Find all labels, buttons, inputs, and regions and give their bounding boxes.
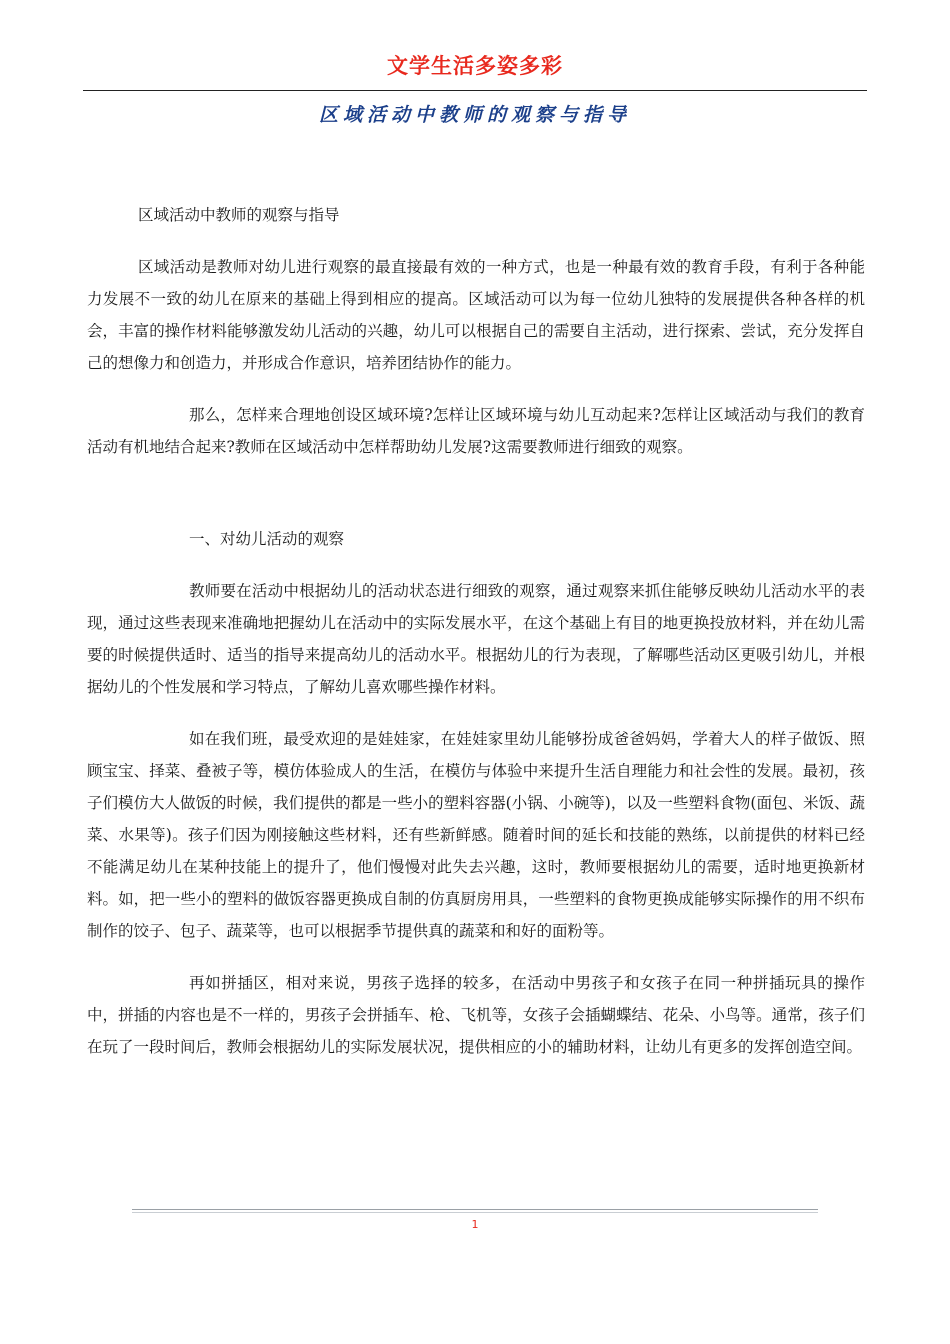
paragraph-building-area: 再如拼插区，相对来说，男孩子选择的较多，在活动中男孩子和女孩子在同一种拼插玩具的操作中，拼插的内容也是不一样的，男孩子会拼插车、枪、飞机等，女孩子会插蝴蝶结、花朵、小鸟等。通常，孩子们在玩了一段时间后，教师会根据幼儿的实际发展状况，提供相应的小的辅助材料，让幼儿有更多的发挥创造空间。 <box>87 974 865 1056</box>
body-subtitle: 区域活动中教师的观察与指导 <box>138 206 340 224</box>
document-body <box>87 199 865 1063</box>
paragraph-questions: 那么，怎样来合理地创设区域环境?怎样让区域环境与幼儿互动起来?怎样让区域活动与我们的教育活动有机地结合起来?教师在区域活动中怎样帮助幼儿发展?这需要教师进行细致的观察。 <box>87 406 865 456</box>
section-heading-1: 一、对幼儿活动的观察 <box>189 530 345 548</box>
paragraph-doll-house: 如在我们班，最受欢迎的是娃娃家，在娃娃家里幼儿能够扮成爸爸妈妈，学着大人的样子做饭、照顾宝宝、择菜、叠被子等，模仿体验成人的生活，在模仿与体验中来提升生活自理能力和社会性的发展。最初，孩子们模仿大人做饭的时候，我们提供的都是一些小的塑料容器(小锅、小碗等)，以及一些塑料食物(面包、米饭、蔬菜、水果等)。孩子们因为刚接触这些材料，还有些新鲜感。随着时间的延长和技能的熟练，以前提供的材料已经不能满足幼儿在某种技能上的提升了，他们慢慢对此失去兴趣，这时，教师要根据幼儿的需要，适时地更换新材料。如，把一些小的塑料的做饭容器更换成自制的仿真厨房用具，一些塑料的食物更换成能够实际操作的用不织布制作的饺子、包子、蔬菜等，也可以根据季节提供真的蔬菜和和好的面粉等。 <box>87 730 865 940</box>
site-title: 文学生活多姿多彩 <box>387 54 563 78</box>
paragraph-intro: 区域活动是教师对幼儿进行观察的最直接最有效的一种方式，也是一种最有效的教育手段，有利于各种能力发展不一致的幼儿在原来的基础上得到相应的提高。区域活动可以为每一位幼儿独特的发展提供各种各样的机会，丰富的操作材料能够激发幼儿活动的兴趣，幼儿可以根据自己的需要自主活动，进行探索、尝试，充分发挥自己的想像力和创造力，并形成合作意识，培养团结协作的能力。 <box>87 258 865 372</box>
footer-divider-secondary <box>132 1212 818 1213</box>
page-number: 1 <box>471 1218 479 1231</box>
document-title: 区域活动中教师的观察与指导 <box>318 104 631 126</box>
paragraph-observation: 教师要在活动中根据幼儿的活动状态进行细致的观察，通过观察来抓住能够反映幼儿活动水平的表现，通过这些表现来准确地把握幼儿在活动中的实际发展水平，在这个基础上有目的地更换投放材料，并在幼儿需要的时候提供适时、适当的指导来提高幼儿的活动水平。根据幼儿的行为表现，了解哪些活动区更吸引幼儿，并根据幼儿的个性发展和学习特点，了解幼儿喜欢哪些操作材料。 <box>87 582 865 696</box>
footer-divider <box>132 1209 818 1210</box>
header-divider <box>83 90 867 91</box>
